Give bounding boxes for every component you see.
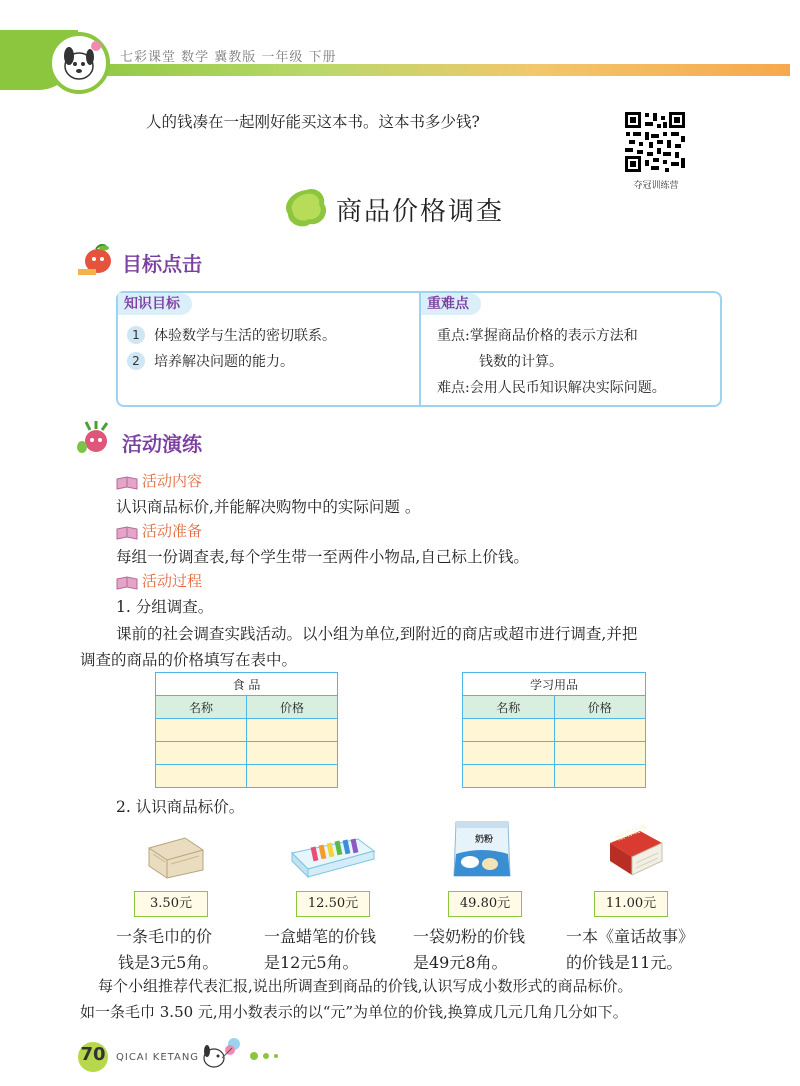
apple-character-icon [76,243,116,277]
section-title-activity: 活动演练 [122,432,202,456]
page-number: 70 [80,1044,106,1065]
dog-mascot-icon [52,36,106,90]
table-cell[interactable] [156,719,247,742]
product-caption-line2: 是49元8角。 [413,953,508,972]
key-point-line1: 重点:掌握商品价格的表示方法和 [437,328,638,344]
qr-code-icon [623,110,687,174]
table-cell[interactable] [463,765,555,788]
book-icon [116,575,138,589]
table-col-price: 价格 [554,696,646,719]
product-caption-line2: 的价钱是11元。 [566,953,683,972]
price-tag: 49.80元 [448,891,522,917]
goal-number: 2 [127,352,145,370]
mascot-logo [48,32,110,94]
table-cell[interactable] [554,742,646,765]
table-cell[interactable] [247,742,338,765]
intro-line: 人的钱凑在一起刚好能买这本书。这本书多少钱? [146,113,480,131]
price-tag: 3.50元 [134,891,208,917]
table-cell[interactable] [463,719,555,742]
product-caption-line1: 一本《童话故事》 [566,927,695,946]
table-col-name: 名称 [463,696,555,719]
table-heading: 学习用品 [463,673,646,696]
product-caption-line2: 是12元5角。 [264,953,359,972]
goal-item: 体验数学与生活的密切联系。 [154,328,336,344]
goal-number: 1 [127,326,145,344]
step1-text-line2: 调查的商品的价格填写在表中。 [80,651,298,669]
table-cell[interactable] [554,765,646,788]
table-cell[interactable] [156,765,247,788]
radish-character-icon [76,421,116,455]
step1-text-line1: 课前的社会调查实践活动。以小组为单位,到附近的商店或超市进行调查,并把 [116,625,638,643]
milk-powder-bag-image [450,818,514,880]
hard-point-line: 难点:会用人民币知识解决实际问题。 [437,380,666,396]
closing-line2: 如一条毛巾 3.50 元,用小数表示的以“元”为单位的价钱,换算成几元几角几分如下。 [80,1003,628,1021]
stationery-price-table [462,672,646,788]
closing-line1: 每个小组推荐代表汇报,说出所调查到商品的价钱,认识写成小数形式的商品标价。 [98,977,633,995]
towel-image [145,830,207,880]
qr-caption: 夺冠训练营 [633,181,679,191]
tag-key-points: 重难点 [421,293,481,315]
table-col-name: 名称 [156,696,247,719]
table-cell[interactable] [463,742,555,765]
qr-code[interactable] [623,110,687,174]
content-text: 认识商品标价,并能解决购物中的实际问题 。 [116,498,421,516]
table-heading: 食 品 [156,673,338,696]
book-cover-label: 童话故事 [615,822,649,843]
milk-package-label: 奶粉 [474,835,493,845]
crayon-box-image [288,833,376,879]
header-stripe [60,64,790,76]
footer-brand: QICAI KETANG [116,1052,200,1063]
section-title-goals: 目标点击 [122,252,202,276]
prep-text: 每组一份调查表,每个学生带一至两件小物品,自己标上价钱。 [116,548,529,566]
book-icon [116,525,138,539]
table-col-price: 价格 [247,696,338,719]
food-price-table [155,672,338,788]
price-tag: 11.00元 [594,891,668,917]
table-cell[interactable] [247,765,338,788]
subsection-content: 活动内容 [142,472,203,490]
step1-heading: 1. 分组调查。 [116,598,214,616]
key-point-line2: 钱数的计算。 [479,354,563,370]
product-caption-line2: 钱是3元5角。 [118,953,219,972]
step2-heading: 2. 认识商品标价。 [116,798,245,816]
price-tag: 12.50元 [296,891,370,917]
page-title: 商品价格调查 [336,197,505,227]
table-cell[interactable] [247,719,338,742]
dog-balloon-icon [196,1036,292,1070]
table-cell[interactable] [554,719,646,742]
product-caption-line1: 一条毛巾的价 [116,927,213,946]
product-caption-line1: 一袋奶粉的价钱 [413,927,526,946]
goal-item: 培养解决问题的能力。 [154,354,294,370]
subsection-process: 活动过程 [142,572,203,590]
table-cell[interactable] [156,742,247,765]
footer-mascot [196,1036,292,1070]
product-caption-line1: 一盒蜡笔的价钱 [264,927,377,946]
title-leaf-icon [284,188,328,228]
series-title: 七彩课堂 数学 冀教版 一年级 下册 [120,50,337,65]
subsection-prep: 活动准备 [142,522,203,540]
book-icon [116,475,138,489]
tag-knowledge-goals: 知识目标 [118,293,192,315]
